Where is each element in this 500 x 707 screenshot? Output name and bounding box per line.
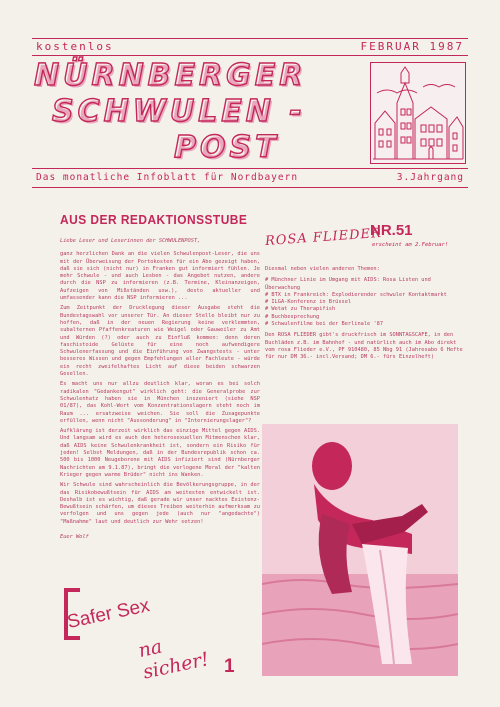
rosa-flieder-logo: ROSA FLIEDER bbox=[264, 225, 383, 250]
editorial-column bbox=[60, 238, 260, 544]
safer-sex-text: Safer Sex bbox=[65, 595, 152, 634]
editorial-paragraph: Wir Schwule sind wahrscheinlich die Bevölkerungsgruppe, in der das Risikobewußtsein für AIDS am weitesten entwickelt ist. Deshalb ist es wichtig, daß gerade wir unser nacktes Existenz-Bewußtsein schärfen, um dieses Treiben weiterhin aufmerksam zu verfolgen und uns gegen jede (auch nur "angedachte") "Maßnahme" laut und deutlich zur Wehr setzen! bbox=[60, 482, 260, 525]
cover-photo bbox=[262, 424, 458, 676]
city-skyline-illustration bbox=[370, 62, 466, 164]
topic-list bbox=[265, 277, 465, 328]
editorial-paragraph: Aufklärung ist derzeit wirklich das einzige Mittel gegen AIDS. Und langsam wird es auch den heterosexuellen Mitmenschen klar, daß AIDS keine Schwulenkrankheit ist, sondern ein Risiko für jeden! Selbst Meldungen, daß in der Bundesrepublik schon ca. 500 bis 1000 Neugeborene mit AIDS infiziert sind (Nürnberger Nachrichten am 9.1.87), bringt die verlogene Moral der "kalten Krieger gegen warme Brüder" nicht ins Wanken. bbox=[60, 428, 260, 478]
editorial-paragraph: Zum Zeitpunkt der Drucklegung dieser Ausgabe steht die Bundestagswahl vor unserer Tür. An dieser Stelle bleibt nur zu hoffen, daß in der neuen Regierung keine verklemmten, subalternen Pfaffenkreaturen wie Weigel oder Gauweiler zu Amt und Würden (?) oder auch zu Einfluß kommen: denn deren faschistoide Gelüste für eine noch aufwendigere Schwulenerfassung und die Einführung von Zwangstests - unter besseres Wissen und gegen Empfehlungen aller Fachleute - würde ein recht zweifelhaftes Licht auf diese beiden schwarzen Gesellen. bbox=[60, 305, 260, 378]
masthead-line-3: POST bbox=[174, 130, 280, 165]
page-number: 1 bbox=[224, 656, 235, 677]
list-item: # Münchner Linie im Umgang mit AIDS: Rosa Listen und Überwachung bbox=[265, 277, 465, 292]
tagline: Das monatliche Infoblatt für Nordbayern bbox=[36, 172, 299, 183]
editorial-heading: AUS DER REDAKTIONSSTUBE bbox=[60, 212, 248, 227]
safer-sex-logo bbox=[60, 582, 236, 684]
topics-intro: Diesmal neben vielen anderen Themen: bbox=[265, 266, 380, 272]
editorial-signature: Euer Wolf bbox=[60, 533, 89, 540]
list-item: # BTX in Frankreich: Explodierender schwuler Kontaktmarkt bbox=[265, 292, 465, 299]
masthead-line-2: SCHWULEN - bbox=[52, 94, 306, 129]
list-item: # Schwulenfilme bei der Berlinale '87 bbox=[265, 321, 465, 328]
tagline-bar bbox=[32, 168, 468, 188]
order-info: Den ROSA FLIEDER gibt's druckfrisch im SONNTAGSCAFE, in den Buchläden z.B. im Bahnhof - und natürlich auch im Abo direkt vom rosa Flieder e.V., PF 910480, 85 Nbg 91 (Jahresabo 6 Hefte für nur DM 36.- incl.Versand; DM 6.- fürs Einzelheft) bbox=[265, 332, 463, 361]
list-item: # Wetat zu Therapifish bbox=[265, 306, 465, 313]
volume-label: 3.Jahrgang bbox=[396, 172, 464, 183]
list-item: # ILGA-Konferenz in Brüssel bbox=[265, 299, 465, 306]
list-item: # Buchbesprechung bbox=[265, 314, 465, 321]
issue-number: NR.51 bbox=[370, 222, 413, 239]
issue-date: FEBRUAR 1987 bbox=[360, 40, 464, 53]
issue-box bbox=[265, 266, 465, 366]
editorial-greeting: Liebe Leser und Leserinnen der SCHWULENPOST, bbox=[60, 238, 201, 244]
top-banner bbox=[32, 38, 468, 56]
release-note: erscheint am 2.Februar! bbox=[372, 242, 449, 248]
na-sicher-text: na sicher! bbox=[136, 635, 211, 684]
masthead bbox=[34, 58, 354, 166]
masthead-line-1: NÜRNBERGER bbox=[34, 58, 307, 93]
editorial-paragraph: Es macht uns nur allzu deutlich klar, woran es bei solch radikalen "Gedankengut" wirklich geht: die Generalprobe zur Schwulenhatz haben sie in München inszeniert (siehe NSP 01/87), das Kohl-Wort vom Konzentrationslagern steht noch im Raum ... ersatzweise weichen. Sie soll die Zusagepunkte erfüllen, wenn nicht "Aussonderung" in "Internierungslager"? bbox=[60, 381, 260, 424]
free-label: kostenlos bbox=[36, 40, 114, 53]
editorial-paragraph: ganz herzlichen Dank an die vielen Schwulenpost-Leser, die uns mit der Überweisung der Portokosten für ein Abo gezeigt haben, daß sie sich (nicht nur) in Franken gut informiert fühlen. Je mehr Schwule - und auch Lesben - das Angebot nutzen, andere durch die NSP zu informieren (z.B. Termine, Kleinanzeigen, Aufzeigen von Mißständen usw.), desto aktueller und umfassender kann die NSP informieren ... bbox=[60, 251, 260, 302]
